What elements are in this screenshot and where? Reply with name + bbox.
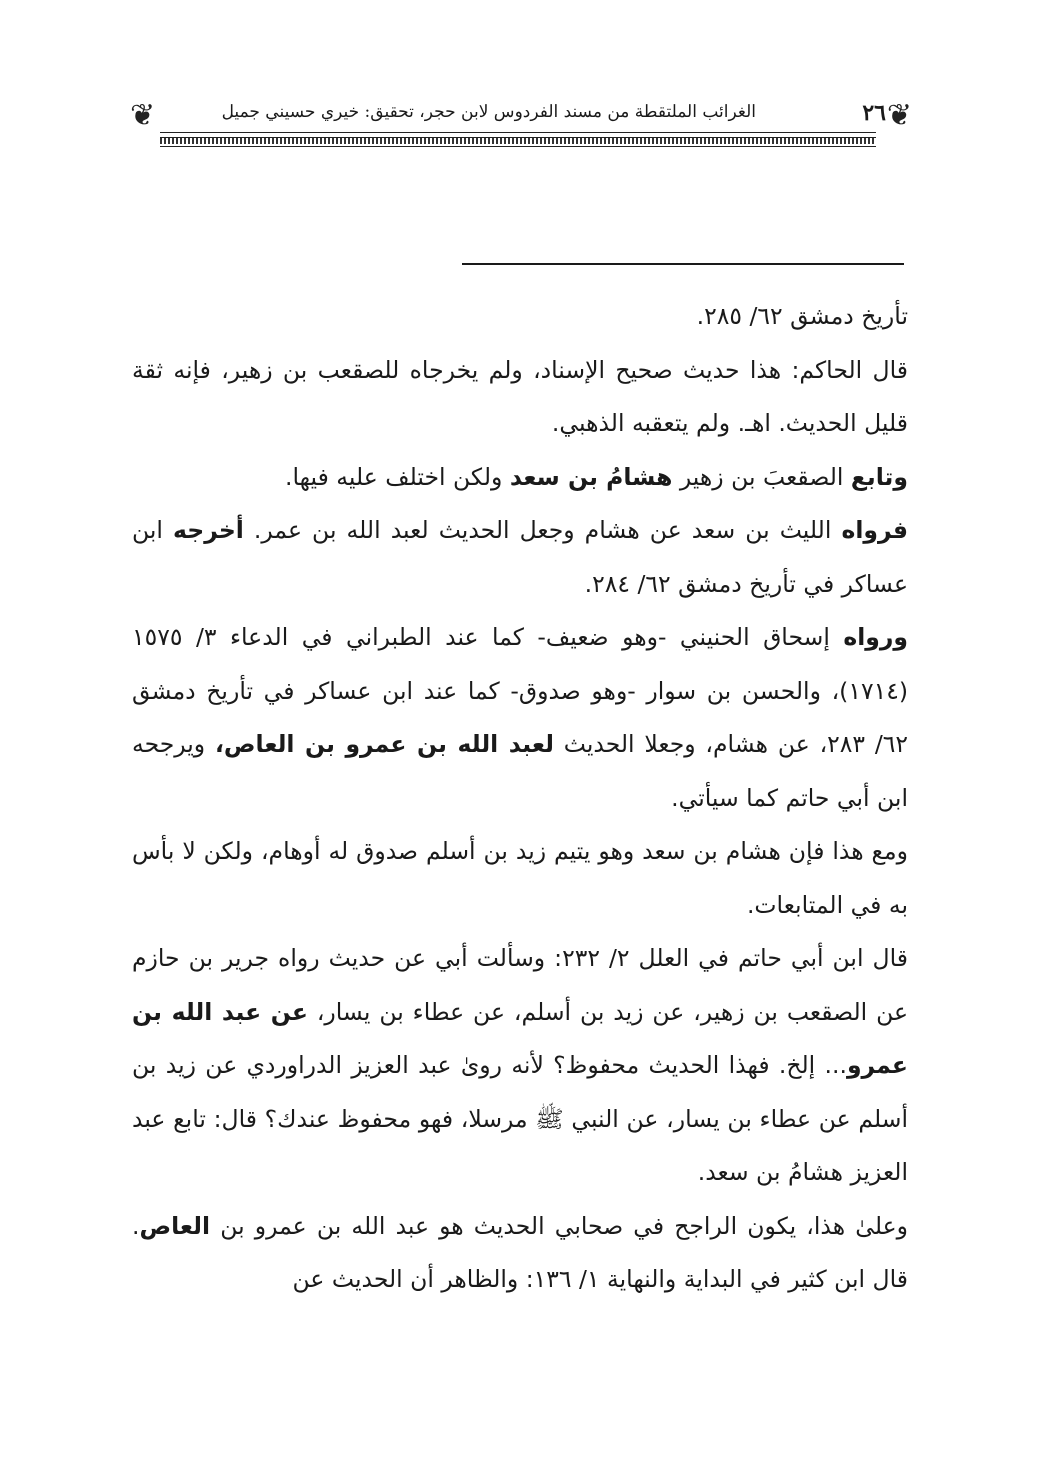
bold-span: فرواه xyxy=(841,516,908,544)
paragraph-2: قال الحاكم: هذا حديث صحيح الإسناد، ولم يخرجاه للصقعب بن زهير، فإنه ثقة قليل الحديث. اهـ. ولم يتعقبه الذهبي. xyxy=(132,355,908,437)
bold-span: عن عبد الله بن عمرو xyxy=(132,997,908,1079)
text-span: إسحاق الحنيني -وهو ضعيف- كما عند الطبراني في الدعاء ٣/ ١٥٧٥ (١٧١٤)، والحسن بن سوار -وهو صدوق- كما عند ابن عساكر في تأريخ دمشق ٦٢/ ٢٨٣، عن هشام، وجعلا الحديث xyxy=(132,623,908,758)
paragraph-3 xyxy=(132,451,908,505)
page-header xyxy=(130,96,912,154)
bold-span: العاص xyxy=(139,1211,211,1240)
paragraph-5 xyxy=(132,611,908,825)
paragraph-7 xyxy=(132,932,908,1200)
text-span: ويرجحه ابن أبي حاتم كما سيأتي. xyxy=(132,730,908,812)
footnote-body xyxy=(132,290,908,1307)
header-rule-bottom xyxy=(160,146,876,147)
bold-span: لعبد الله بن عمرو بن العاص، xyxy=(214,730,554,758)
bold-span: أخرجه xyxy=(173,516,244,544)
bold-span: وتابع xyxy=(850,462,908,491)
ornament-right-icon: ❦ xyxy=(886,98,912,133)
text-span: وعلىٰ هذا، يكون الراجح في صحابي الحديث هو عبد الله بن عمرو بن xyxy=(210,1211,908,1240)
ornament-left-icon: ❦ xyxy=(130,98,156,133)
text-span: الصقعبَ بن زهير xyxy=(672,462,851,491)
bold-span: ورواه xyxy=(843,623,908,651)
header-decorative-band xyxy=(160,138,876,144)
paragraph-4 xyxy=(132,504,908,611)
paragraph-8 xyxy=(132,1200,908,1307)
footnote-separator xyxy=(462,263,904,265)
bold-span: هشامُ بن سعد xyxy=(509,462,673,491)
paragraph-1: تأريخ دمشق ٦٢/ ٢٨٥. xyxy=(696,302,908,330)
page-number: ٢٦ xyxy=(862,100,886,126)
paragraph-6: ومع هذا فإن هشام بن سعد وهو يتيم زيد بن أسلم صدوق له أوهام، ولكن لا بأس به في المتابعات. xyxy=(132,837,908,919)
text-span: . قال ابن كثير في البداية والنهاية ١/ ١٣٦: والظاهر أن الحديث عن xyxy=(132,1211,908,1293)
text-span: الليث بن سعد عن هشام وجعل الحديث لعبد الله بن عمر. xyxy=(243,516,842,544)
running-title: الغرائب الملتقطة من مسند الفردوس لابن حجر، تحقيق: خيري حسيني جميل xyxy=(221,102,756,122)
text-span: ابن عساكر في تأريخ دمشق ٦٢/ ٢٨٤. xyxy=(132,516,908,598)
text-span: ... إلخ. فهذا الحديث محفوظ؟ لأنه روىٰ عبد العزيز الدراوردي عن زيد بن أسلم عن عطاء بن يسار، عن النبي ﷺ مرسلا، فهو محفوظ عندك؟ قال: تابع عبد العزيز هشامُ بن سعد. xyxy=(132,1051,908,1186)
text-span: ولكن اختلف عليه فيها. xyxy=(285,462,510,491)
text-span: قال ابن أبي حاتم في العلل ٢/ ٢٣٢: وسألت أبي عن حديث رواه جرير بن حازم عن الصقعب بن زهير، عن زيد بن أسلم، عن عطاء بن يسار، xyxy=(132,944,908,1026)
